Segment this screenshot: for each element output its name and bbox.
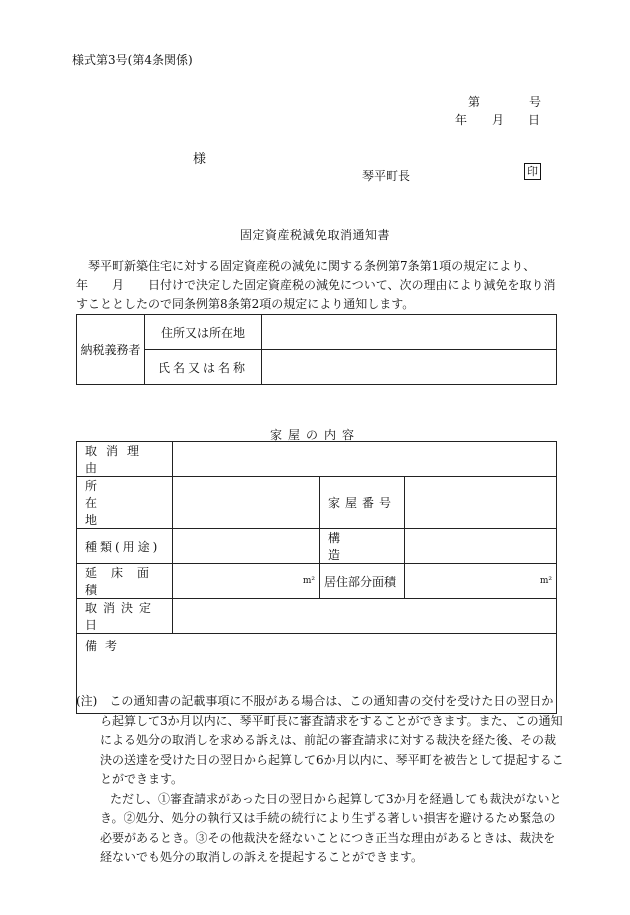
notes-section (76, 692, 564, 868)
floor-area-label: 延床面積 (77, 564, 173, 599)
taxpayer-label: 納税義務者 (77, 315, 145, 385)
number-prefix: 第 (468, 95, 481, 109)
note-label: (注) (76, 694, 98, 708)
type-field[interactable] (173, 529, 320, 564)
body-text (76, 257, 558, 314)
type-label: 種類(用途) (77, 529, 173, 564)
structure-field[interactable] (405, 529, 557, 564)
location-field[interactable] (173, 477, 320, 529)
date-year: 年 (455, 113, 468, 127)
floor-area-field[interactable] (173, 564, 320, 599)
cancel-reason-label: 取消理由 (77, 442, 173, 477)
structure-label: 構造 (320, 529, 405, 564)
house-number-label: 家屋番号 (320, 477, 405, 529)
name-label: 氏名又は名称 (145, 350, 262, 385)
note-line: 決の送達を受けた日の翌日から起算して6か月以内に、琴平町を被告として提起するこ (100, 752, 564, 767)
decision-date-field[interactable] (173, 599, 557, 634)
note-line: 必要があるとき。③その他裁決を経ないことにつき正当な理由があるときは、裁決を (100, 830, 556, 845)
address-label: 住所又は所在地 (145, 315, 262, 350)
name-field[interactable] (262, 350, 557, 385)
number-suffix: 号 (529, 95, 542, 109)
taxpayer-table (76, 314, 557, 385)
location-label: 所在地 (77, 477, 173, 529)
date-month: 月 (492, 113, 505, 127)
note-line: ただし、①審査請求があった日の翌日から起算して3か月を経過しても裁決がないと (110, 791, 562, 806)
residential-area-unit: m² (539, 576, 552, 586)
house-section-title: 家屋の内容 (269, 428, 360, 442)
note-line: 経ないでも処分の取消しの訴えを提起することができます。 (100, 850, 424, 864)
issuer-name: 琴平町長 (362, 169, 411, 183)
note-line: による処分の取消しを求める訴えは、前記の審査請求に対する裁決を経た後、その裁 (100, 733, 557, 747)
date-day: 日 (528, 113, 541, 127)
body-line: 琴平町新築住宅に対する固定資産税の減免に関する条例第7条第1項の規定により、 (88, 259, 536, 273)
note-line: き。②処分、処分の執行又は手続の続行により生ずる著しい損害を避けるため緊急の (100, 811, 556, 825)
address-field[interactable] (262, 315, 557, 350)
addressee-suffix: 様 (193, 152, 207, 167)
body-line: 年 月 日付けで決定した固定資産税の減免について、次の理由により減免を取り消 (76, 278, 556, 292)
house-number-field[interactable] (405, 477, 557, 529)
remarks-label: 備考 (85, 639, 126, 653)
form-number: 様式第3号(第4条関係) (72, 53, 193, 67)
document-title: 固定資産税減免取消通知書 (239, 228, 390, 242)
residential-area-field[interactable] (405, 564, 557, 599)
seal-stamp: 印 (524, 163, 541, 180)
note-line: ら起算して3か月以内に、琴平町長に審査請求をすることができます。また、この通知 (100, 713, 563, 728)
body-line: すこととしたので同条例第8条第2項の規定により通知します。 (76, 297, 415, 311)
note-line: (注) この通知書の記載事項に不服がある場合は、この通知書の交付を受けた日の翌日か (76, 694, 554, 708)
cancel-reason-field[interactable] (173, 442, 557, 477)
residential-area-label: 居住部分面積 (320, 564, 405, 599)
house-table (76, 441, 557, 714)
note-line: とができます。 (100, 772, 184, 786)
decision-date-label: 取消決定日 (77, 599, 173, 634)
floor-area-unit: m² (302, 576, 315, 586)
